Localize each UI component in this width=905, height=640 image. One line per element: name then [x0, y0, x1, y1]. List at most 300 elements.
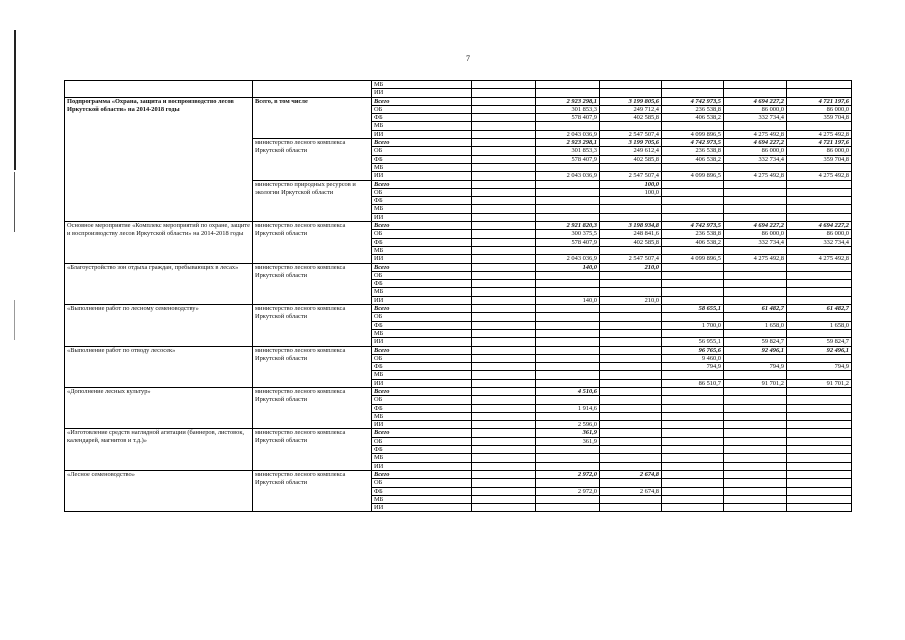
value-cell	[536, 454, 600, 462]
value-cell	[724, 246, 787, 254]
value-cell	[662, 122, 724, 130]
value-cell	[472, 305, 536, 313]
value-cell: 578 407,9	[536, 155, 600, 163]
value-cell	[600, 213, 662, 221]
value-cell: 4 510,6	[536, 387, 600, 395]
value-cell	[536, 163, 600, 171]
value-cell	[472, 429, 536, 437]
source-cell: ФБ	[372, 363, 472, 371]
value-cell	[600, 404, 662, 412]
value-cell: 249 612,4	[600, 147, 662, 155]
value-cell: 59 824,7	[724, 338, 787, 346]
value-cell	[787, 246, 852, 254]
value-cell: 236 538,8	[662, 105, 724, 113]
value-cell	[536, 396, 600, 404]
value-cell: 4 694 227,2	[724, 139, 787, 147]
value-cell	[662, 421, 724, 429]
value-cell	[787, 89, 852, 97]
value-cell	[536, 446, 600, 454]
value-cell	[724, 396, 787, 404]
value-cell: 402 585,8	[600, 114, 662, 122]
value-cell: 2 043 036,9	[536, 130, 600, 138]
value-cell	[724, 437, 787, 445]
source-cell: ОБ	[372, 396, 472, 404]
source-cell: ОБ	[372, 313, 472, 321]
value-cell	[787, 462, 852, 470]
organization-cell: министерство лесного комплекса Иркутской области	[253, 387, 372, 428]
value-cell: 2 972,0	[536, 487, 600, 495]
value-cell	[724, 354, 787, 362]
source-cell: Всего	[372, 470, 472, 478]
program-name-cell: Основное мероприятие «Комплекс мероприятий по охране, защите и воспроизводству лесов Иркутской области» на 2014-2018 годы	[65, 222, 253, 263]
value-cell	[724, 504, 787, 512]
value-cell	[787, 313, 852, 321]
value-cell: 332 734,4	[724, 114, 787, 122]
value-cell	[472, 504, 536, 512]
value-cell	[600, 437, 662, 445]
value-cell	[787, 429, 852, 437]
value-cell	[600, 271, 662, 279]
value-cell: 86 000,0	[724, 230, 787, 238]
value-cell	[472, 188, 536, 196]
value-cell	[724, 197, 787, 205]
value-cell: 794,9	[787, 363, 852, 371]
value-cell	[472, 271, 536, 279]
value-cell	[787, 280, 852, 288]
source-cell: Всего	[372, 263, 472, 271]
source-cell: МБ	[372, 288, 472, 296]
empty-cell	[65, 81, 253, 98]
value-cell	[724, 180, 787, 188]
binding-edge-mark	[14, 172, 15, 232]
value-cell	[724, 421, 787, 429]
value-cell: 92 496,1	[787, 346, 852, 354]
value-cell	[662, 180, 724, 188]
value-cell	[724, 288, 787, 296]
value-cell	[787, 296, 852, 304]
value-cell: 332 734,4	[724, 155, 787, 163]
source-cell: ИИ	[372, 89, 472, 97]
value-cell: 578 407,9	[536, 238, 600, 246]
value-cell	[724, 446, 787, 454]
value-cell	[600, 363, 662, 371]
value-cell: 91 701,2	[787, 379, 852, 387]
value-cell: 4 721 197,6	[787, 139, 852, 147]
value-cell	[472, 97, 536, 105]
source-cell: МБ	[372, 205, 472, 213]
value-cell	[662, 329, 724, 337]
value-cell	[724, 81, 787, 89]
value-cell	[662, 495, 724, 503]
value-cell: 4 694 227,2	[724, 222, 787, 230]
value-cell: 2 547 507,4	[600, 130, 662, 138]
value-cell: 332 734,4	[787, 238, 852, 246]
table-row	[65, 470, 852, 478]
value-cell	[600, 454, 662, 462]
value-cell	[536, 412, 600, 420]
value-cell	[600, 462, 662, 470]
value-cell	[472, 412, 536, 420]
value-cell	[724, 329, 787, 337]
source-cell: ОБ	[372, 230, 472, 238]
value-cell: 402 585,8	[600, 238, 662, 246]
value-cell	[600, 396, 662, 404]
value-cell	[536, 363, 600, 371]
value-cell	[662, 263, 724, 271]
source-cell: ОБ	[372, 354, 472, 362]
source-cell: ФБ	[372, 321, 472, 329]
value-cell	[662, 205, 724, 213]
value-cell	[472, 205, 536, 213]
value-cell	[472, 105, 536, 113]
program-name-cell: «Выполнение работ по лесному семеноводству»	[65, 305, 253, 346]
value-cell: 578 407,9	[536, 114, 600, 122]
value-cell	[472, 495, 536, 503]
value-cell: 9 460,0	[662, 354, 724, 362]
source-cell: ФБ	[372, 487, 472, 495]
value-cell	[600, 412, 662, 420]
value-cell: 300 375,5	[536, 230, 600, 238]
value-cell	[787, 387, 852, 395]
value-cell: 2 547 507,4	[600, 172, 662, 180]
source-cell: Всего	[372, 305, 472, 313]
value-cell	[724, 280, 787, 288]
value-cell: 2 043 036,9	[536, 172, 600, 180]
page-number: 7	[466, 54, 470, 63]
value-cell	[472, 313, 536, 321]
value-cell	[724, 487, 787, 495]
value-cell	[472, 371, 536, 379]
budget-table	[64, 80, 852, 512]
value-cell	[536, 122, 600, 130]
value-cell	[472, 163, 536, 171]
value-cell	[787, 504, 852, 512]
table-row	[65, 81, 852, 89]
value-cell	[600, 479, 662, 487]
organization-cell: министерство природных ресурсов и экологии Иркутской области	[253, 180, 372, 221]
value-cell: 96 765,6	[662, 346, 724, 354]
value-cell	[724, 313, 787, 321]
source-cell: Всего	[372, 429, 472, 437]
source-cell: ФБ	[372, 404, 472, 412]
value-cell	[472, 329, 536, 337]
value-cell: 4 275 492,8	[724, 255, 787, 263]
source-cell: Всего	[372, 139, 472, 147]
source-cell: МБ	[372, 412, 472, 420]
value-cell: 4 694 227,2	[787, 222, 852, 230]
organization-cell: Всего, в том числе	[253, 97, 372, 138]
value-cell	[724, 479, 787, 487]
value-cell	[787, 263, 852, 271]
value-cell: 359 704,8	[787, 114, 852, 122]
value-cell	[536, 321, 600, 329]
value-cell	[600, 371, 662, 379]
value-cell: 140,0	[536, 296, 600, 304]
value-cell: 3 199 805,6	[600, 97, 662, 105]
source-cell: ОБ	[372, 437, 472, 445]
value-cell: 86 000,0	[787, 105, 852, 113]
value-cell	[662, 412, 724, 420]
value-cell	[536, 81, 600, 89]
value-cell	[472, 114, 536, 122]
value-cell: 2 043 036,9	[536, 255, 600, 263]
value-cell	[787, 271, 852, 279]
value-cell	[662, 479, 724, 487]
value-cell	[662, 487, 724, 495]
value-cell: 2 923 298,1	[536, 139, 600, 147]
value-cell	[600, 421, 662, 429]
value-cell	[600, 205, 662, 213]
value-cell: 3 198 934,8	[600, 222, 662, 230]
value-cell	[600, 280, 662, 288]
value-cell	[724, 454, 787, 462]
table-row	[65, 387, 852, 395]
value-cell	[787, 81, 852, 89]
value-cell: 4 742 973,5	[662, 222, 724, 230]
value-cell	[600, 354, 662, 362]
value-cell	[787, 495, 852, 503]
value-cell: 406 538,2	[662, 114, 724, 122]
value-cell: 301 853,3	[536, 105, 600, 113]
value-cell: 86 510,7	[662, 379, 724, 387]
source-cell: ФБ	[372, 238, 472, 246]
binding-edge-mark	[14, 300, 15, 340]
value-cell	[536, 246, 600, 254]
value-cell: 2 674,8	[600, 470, 662, 478]
value-cell	[787, 288, 852, 296]
source-cell: МБ	[372, 246, 472, 254]
value-cell	[472, 222, 536, 230]
value-cell	[536, 188, 600, 196]
table-row	[65, 222, 852, 230]
organization-cell: министерство лесного комплекса Иркутской области	[253, 470, 372, 511]
value-cell: 301 853,3	[536, 147, 600, 155]
value-cell	[472, 130, 536, 138]
value-cell	[600, 313, 662, 321]
value-cell	[662, 429, 724, 437]
value-cell	[536, 180, 600, 188]
value-cell	[472, 255, 536, 263]
value-cell	[724, 263, 787, 271]
value-cell: 794,9	[662, 363, 724, 371]
value-cell: 86 000,0	[787, 147, 852, 155]
value-cell: 58 655,1	[662, 305, 724, 313]
source-cell: Всего	[372, 97, 472, 105]
source-cell: ИИ	[372, 462, 472, 470]
value-cell: 4 742 973,5	[662, 139, 724, 147]
source-cell: ОБ	[372, 147, 472, 155]
value-cell	[600, 246, 662, 254]
value-cell	[600, 387, 662, 395]
value-cell	[600, 429, 662, 437]
value-cell	[787, 197, 852, 205]
value-cell: 2 923 298,1	[536, 97, 600, 105]
value-cell: 1 700,0	[662, 321, 724, 329]
value-cell	[536, 329, 600, 337]
value-cell	[787, 329, 852, 337]
value-cell	[472, 454, 536, 462]
value-cell	[662, 313, 724, 321]
value-cell: 210,0	[600, 263, 662, 271]
value-cell: 100,0	[600, 188, 662, 196]
value-cell	[536, 280, 600, 288]
value-cell	[600, 197, 662, 205]
value-cell	[472, 346, 536, 354]
value-cell: 794,9	[724, 363, 787, 371]
value-cell	[662, 437, 724, 445]
value-cell: 210,0	[600, 296, 662, 304]
value-cell: 1 658,0	[724, 321, 787, 329]
value-cell	[662, 280, 724, 288]
value-cell	[724, 495, 787, 503]
value-cell	[472, 487, 536, 495]
source-cell: ФБ	[372, 446, 472, 454]
value-cell	[536, 504, 600, 512]
value-cell	[724, 205, 787, 213]
table-row	[65, 97, 852, 105]
value-cell	[662, 454, 724, 462]
value-cell	[787, 205, 852, 213]
value-cell	[724, 89, 787, 97]
organization-cell: министерство лесного комплекса Иркутской области	[253, 263, 372, 304]
value-cell: 59 824,7	[787, 338, 852, 346]
value-cell	[787, 487, 852, 495]
value-cell: 4 275 492,8	[787, 255, 852, 263]
value-cell	[536, 495, 600, 503]
value-cell	[787, 213, 852, 221]
value-cell: 86 000,0	[724, 147, 787, 155]
value-cell	[472, 479, 536, 487]
value-cell: 361,9	[536, 429, 600, 437]
value-cell	[662, 197, 724, 205]
value-cell	[662, 396, 724, 404]
binding-edge-mark	[14, 30, 16, 170]
value-cell	[472, 354, 536, 362]
value-cell	[600, 321, 662, 329]
table-row	[65, 305, 852, 313]
source-cell: ФБ	[372, 280, 472, 288]
value-cell	[724, 213, 787, 221]
source-cell: Всего	[372, 387, 472, 395]
value-cell: 4 275 492,8	[787, 130, 852, 138]
source-cell: ФБ	[372, 114, 472, 122]
value-cell: 236 538,8	[662, 147, 724, 155]
value-cell	[600, 504, 662, 512]
value-cell	[536, 354, 600, 362]
value-cell	[600, 346, 662, 354]
value-cell	[536, 346, 600, 354]
value-cell	[787, 437, 852, 445]
value-cell	[600, 379, 662, 387]
value-cell	[472, 139, 536, 147]
value-cell: 4 742 973,5	[662, 97, 724, 105]
organization-cell: министерство лесного комплекса Иркутской области	[253, 346, 372, 387]
value-cell	[724, 470, 787, 478]
value-cell	[472, 122, 536, 130]
value-cell: 86 000,0	[787, 230, 852, 238]
value-cell	[472, 296, 536, 304]
value-cell	[662, 404, 724, 412]
value-cell	[472, 379, 536, 387]
value-cell	[600, 89, 662, 97]
value-cell	[536, 288, 600, 296]
source-cell: МБ	[372, 81, 472, 89]
value-cell: 332 734,4	[724, 238, 787, 246]
value-cell	[600, 329, 662, 337]
organization-cell: министерство лесного комплекса Иркутской области	[253, 139, 372, 180]
value-cell	[536, 379, 600, 387]
value-cell	[787, 396, 852, 404]
value-cell: 248 841,6	[600, 230, 662, 238]
value-cell	[662, 81, 724, 89]
value-cell	[600, 338, 662, 346]
value-cell	[787, 122, 852, 130]
source-cell: Всего	[372, 346, 472, 354]
value-cell	[536, 313, 600, 321]
value-cell	[787, 371, 852, 379]
value-cell	[662, 213, 724, 221]
value-cell: 140,0	[536, 263, 600, 271]
value-cell: 56 955,1	[662, 338, 724, 346]
organization-cell: министерство лесного комплекса Иркутской области	[253, 429, 372, 470]
source-cell: Всего	[372, 180, 472, 188]
value-cell	[472, 363, 536, 371]
value-cell	[536, 371, 600, 379]
source-cell: МБ	[372, 122, 472, 130]
value-cell: 406 538,2	[662, 155, 724, 163]
value-cell	[662, 446, 724, 454]
source-cell: ОБ	[372, 479, 472, 487]
program-name-cell: «Выполнение работ по отводу лесосек»	[65, 346, 253, 387]
value-cell	[600, 163, 662, 171]
value-cell	[536, 338, 600, 346]
value-cell: 61 482,7	[724, 305, 787, 313]
value-cell	[662, 470, 724, 478]
value-cell	[536, 205, 600, 213]
value-cell	[472, 180, 536, 188]
value-cell	[724, 163, 787, 171]
value-cell: 4 099 896,5	[662, 130, 724, 138]
source-cell: ИИ	[372, 296, 472, 304]
value-cell	[472, 89, 536, 97]
value-cell	[472, 288, 536, 296]
value-cell	[724, 429, 787, 437]
value-cell	[662, 504, 724, 512]
value-cell	[600, 446, 662, 454]
value-cell	[662, 271, 724, 279]
value-cell	[600, 495, 662, 503]
value-cell	[662, 387, 724, 395]
value-cell: 4 721 197,6	[787, 97, 852, 105]
empty-cell	[253, 81, 372, 98]
value-cell: 61 482,7	[787, 305, 852, 313]
value-cell	[472, 230, 536, 238]
value-cell: 86 000,0	[724, 105, 787, 113]
value-cell	[472, 462, 536, 470]
source-cell: ИИ	[372, 255, 472, 263]
value-cell	[536, 462, 600, 470]
source-cell: МБ	[372, 454, 472, 462]
value-cell	[724, 404, 787, 412]
value-cell	[662, 163, 724, 171]
value-cell	[662, 188, 724, 196]
source-cell: ОБ	[372, 271, 472, 279]
source-cell: ИИ	[372, 172, 472, 180]
value-cell: 249 712,4	[600, 105, 662, 113]
value-cell	[472, 387, 536, 395]
source-cell: ОБ	[372, 105, 472, 113]
value-cell: 4 099 896,5	[662, 172, 724, 180]
